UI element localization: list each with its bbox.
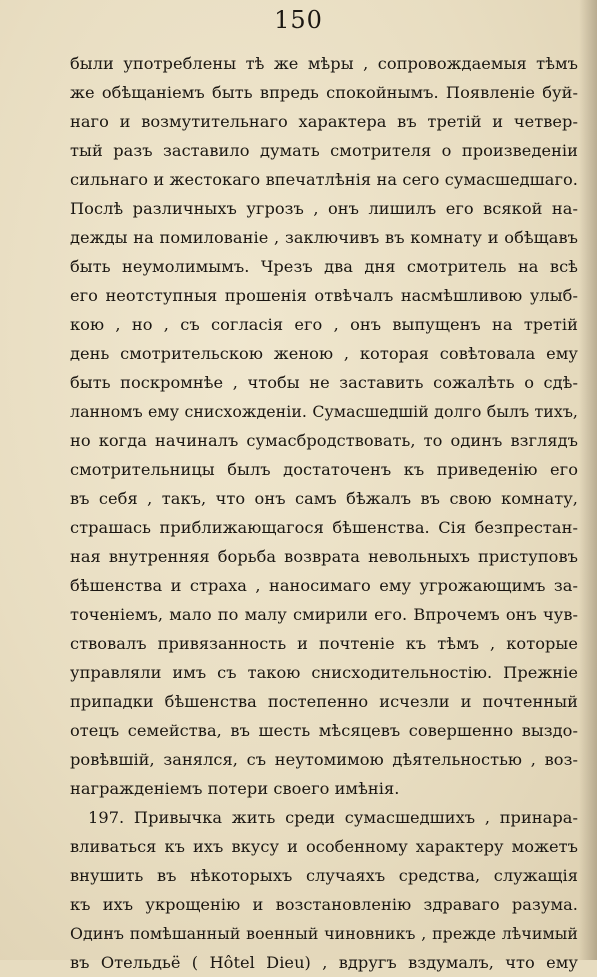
text-line: быть поскромнѣе , чтобы не заставить сожалѣть о сдѣ- (70, 373, 578, 392)
text-line: внушить въ нѣкоторыхъ случаяхъ средства, служащія (70, 866, 578, 885)
text-line: быть неумолимымъ. Чрезъ два дня смотритель на всѣ (70, 257, 578, 276)
text-line: день смотрительскою женою , которая совѣтовала ему (70, 344, 578, 363)
text-line: кою , но , съ согласія его , онъ выпущенъ на третій (70, 315, 578, 334)
text-line: ровѣвшій, занялся, съ неутомимою дѣятельностью , воз- (70, 750, 578, 769)
body-text (70, 49, 578, 977)
text-line: въ себя , такъ, что онъ самъ бѣжалъ въ свою комнату, (70, 489, 578, 508)
text-line: смотрительницы былъ достаточенъ къ приведенію его (70, 460, 578, 479)
text-line: же обѣщаніемъ быть впредь спокойнымъ. Появленіе буй- (70, 83, 578, 102)
text-line: отецъ семейства, въ шесть мѣсяцевъ совершенно выздо- (70, 721, 578, 740)
section-197-first-line: 197. Привычка жить среди сумасшедшихъ , принара- (88, 808, 578, 827)
text-line: припадки бѣшенства постепенно исчезли и почтенный (70, 692, 578, 711)
paragraph-last-line: награжденіемъ потери своего имѣнія. (70, 779, 400, 798)
text-line: его неотступныя прошенія отвѣчалъ насмѣшливою улыб- (70, 286, 578, 305)
text-line: Послѣ различныхъ угрозъ , онъ лишилъ его всякой на- (70, 199, 578, 218)
text-line: сильнаго и жестокаго впечатлѣнія на сего сумасшедшаго. (70, 170, 578, 189)
text-line: дежды на помилованіе , заключивъ въ комнату и обѣщавъ (70, 228, 578, 247)
page-number: 150 (274, 6, 323, 34)
text-line: Одинъ помѣшанный военный чиновникъ , прежде лѣчимый (70, 924, 578, 943)
text-line: управляли имъ съ такою снисходительностію. Прежніе (70, 663, 578, 682)
text-line: тый разъ заставило думать смотрителя о произведеніи (70, 141, 578, 160)
text-line: къ ихъ укрощенію и возстановленію здраваго разума. (70, 895, 578, 914)
text-line: наго и возмутительнаго характера въ третій и четвер- (70, 112, 578, 131)
text-line: точеніемъ, мало по малу смирили его. Впрочемъ онъ чув- (70, 605, 578, 624)
text-line: ная внутренняя борьба возврата невольныхъ приступовъ (70, 547, 578, 566)
text-line: были употреблены тѣ же мѣры , сопровождаемыя тѣмъ (70, 54, 578, 73)
text-line: бѣшенства и страха , наносимаго ему угрожающимъ за- (70, 576, 578, 595)
text-line: въ Отельдьё ( Hôtel Dieu) , вдругъ вздумалъ, что ему (70, 953, 578, 972)
text-line: страшась приближающагося бѣшенства. Сія безпрестан- (70, 518, 578, 537)
text-line: вливаться къ ихъ вкусу и особенному характеру можетъ (70, 837, 578, 856)
text-line: ланномъ ему снисхожденіи. Сумасшедшій долго былъ тихъ, (70, 402, 578, 421)
text-line: но когда начиналъ сумасбродствовать, то одинъ взглядъ (70, 431, 578, 450)
text-line: ствовалъ привязанность и почтеніе къ тѣмъ , которые (70, 634, 578, 653)
page-edge-shadow (579, 0, 597, 960)
